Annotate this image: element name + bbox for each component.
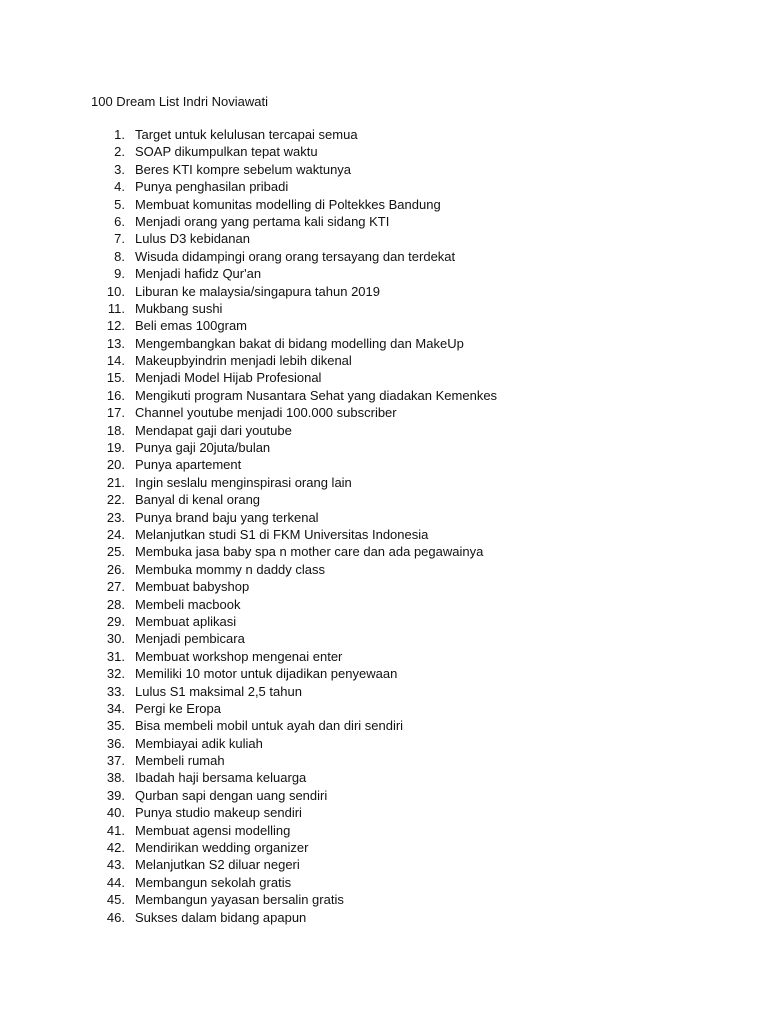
list-item-text: Memiliki 10 motor untuk dijadikan penyewaan <box>135 666 398 682</box>
list-item-text: Menjadi pembicara <box>135 631 245 647</box>
list-item-text: Ibadah haji bersama keluarga <box>135 770 307 786</box>
list-item-number: 15. <box>106 370 125 386</box>
list-item-text: Punya gaji 20juta/bulan <box>135 440 271 456</box>
list-item-text: Wisuda didampingi orang orang tersayang dan terdekat <box>135 248 456 264</box>
list-item-text: Membuat workshop mengenai enter <box>135 648 343 664</box>
list-item-text: SOAP dikumpulkan tepat waktu <box>135 144 318 160</box>
list-item-text: Punya penghasilan pribadi <box>135 179 289 195</box>
list-item-number: 41. <box>106 822 125 838</box>
list-item-number: 38. <box>106 770 125 786</box>
list-item-text: Mengembangkan bakat di bidang modelling dan MakeUp <box>135 335 464 351</box>
list-item-text: Ingin seslalu menginspirasi orang lain <box>135 474 352 490</box>
list-item-number: 30. <box>106 631 125 647</box>
list-item-number: 37. <box>106 753 125 769</box>
list-item-text: Target untuk kelulusan tercapai semua <box>135 127 358 142</box>
list-item-number: 29. <box>106 613 125 629</box>
list-item-number: 11. <box>107 300 125 316</box>
list-item-text: Punya studio makeup sendiri <box>135 805 302 821</box>
list-item-text: Membeli rumah <box>135 753 225 769</box>
list-item-number: 33. <box>106 683 125 699</box>
list-item-text: Membuka mommy n daddy class <box>135 561 326 577</box>
list-item-number: 32. <box>106 666 125 682</box>
list-item-text: Qurban sapi dengan uang sendiri <box>135 787 328 803</box>
list-item-text: Membangun sekolah gratis <box>135 874 292 890</box>
list-item-number: 22. <box>106 492 125 508</box>
list-item-text: Mengikuti program Nusantara Sehat yang diadakan Kemenkes <box>135 387 498 403</box>
list-item-number: 2. <box>114 144 125 160</box>
list-item-number: 4. <box>114 179 125 195</box>
list-item-text: Punya brand baju yang terkenal <box>135 509 319 525</box>
list-item-number: 16. <box>106 387 125 403</box>
list-item-number: 7. <box>114 231 125 247</box>
list-item-text: Membuat babyshop <box>135 579 250 595</box>
list-item-text: Membeli macbook <box>135 596 241 612</box>
list-item-text: Sukses dalam bidang apapun <box>135 909 307 925</box>
list-item-number: 9. <box>114 266 125 282</box>
list-item-text: Membuka jasa baby spa n mother care dan ada pegawainya <box>135 544 484 560</box>
list-item-number: 19. <box>106 440 125 456</box>
list-item-text: Melanjutkan studi S1 di FKM Universitas Indonesia <box>135 526 429 542</box>
list-item-number: 17. <box>106 405 125 421</box>
list-item-number: 45. <box>106 892 125 908</box>
list-item-number: 42. <box>106 840 125 856</box>
list-item-number: 6. <box>114 213 125 229</box>
list-item-text: Melanjutkan S2 diluar negeri <box>135 857 300 873</box>
list-item-number: 10. <box>106 283 125 299</box>
list-item-text: Mendirikan wedding organizer <box>135 840 309 856</box>
list-item-number: 14. <box>106 353 125 369</box>
list-item-number: 24. <box>106 526 125 542</box>
list-item-number: 35. <box>106 718 125 734</box>
list-item-number: 34. <box>106 700 125 716</box>
list-item-text: Membuat aplikasi <box>135 613 237 629</box>
list-item-text: Makeupbyindrin menjadi lebih dikenal <box>135 353 352 369</box>
list-item-number: 23. <box>106 509 125 525</box>
list-item-number: 3. <box>114 161 125 177</box>
list-item-number: 27. <box>106 579 125 595</box>
list-item-number: 26. <box>106 561 125 577</box>
document-title: 100 Dream List Indri Noviawati <box>91 94 269 109</box>
list-item-number: 28. <box>106 596 125 612</box>
list-item-text: Membiayai adik kuliah <box>135 735 263 751</box>
list-item-text: Membuat agensi modelling <box>135 822 291 838</box>
list-item-number: 36. <box>106 735 125 751</box>
list-item-text: Liburan ke malaysia/singapura tahun 2019 <box>135 283 381 299</box>
list-item-number: 13. <box>106 335 125 351</box>
list-item-number: 43. <box>106 857 125 873</box>
list-item-number: 25. <box>106 544 125 560</box>
list-item-number: 5. <box>114 196 125 212</box>
list-item-text: Beres KTI kompre sebelum waktunya <box>135 161 352 177</box>
list-item-text: Membuat komunitas modelling di Poltekkes Bandung <box>135 196 441 212</box>
list-item-number: 39. <box>106 787 125 803</box>
list-item-text: Channel youtube menjadi 100.000 subscriber <box>135 405 397 421</box>
list-item-text: Menjadi orang yang pertama kali sidang KTI <box>135 213 390 229</box>
list-item-number: 40. <box>106 805 125 821</box>
list-item-number: 12. <box>106 318 125 334</box>
list-item-number: 1. <box>114 127 125 142</box>
list-item-text: Pergi ke Eropa <box>135 700 221 716</box>
list-item-number: 31. <box>106 648 125 664</box>
list-item-text: Menjadi hafidz Qur'an <box>135 266 262 282</box>
list-item-text: Lulus S1 maksimal 2,5 tahun <box>135 683 302 699</box>
list-item-number: 18. <box>106 422 125 438</box>
list-item-number: 46. <box>106 909 125 925</box>
list-item-text: Menjadi Model Hijab Profesional <box>135 370 322 386</box>
list-item-text: Membangun yayasan bersalin gratis <box>135 892 344 908</box>
list-item-number: 44. <box>106 874 125 890</box>
list-item-text: Beli emas 100gram <box>135 318 247 334</box>
list-item-text: Bisa membeli mobil untuk ayah dan diri sendiri <box>135 718 404 734</box>
list-item-text: Banyal di kenal orang <box>135 492 261 508</box>
list-item-number: 21. <box>106 474 125 490</box>
list-item-text: Mukbang sushi <box>135 300 223 316</box>
list-item-number: 8. <box>114 248 125 264</box>
list-item-text: Mendapat gaji dari youtube <box>135 422 292 438</box>
list-item-text: Punya apartement <box>135 457 242 473</box>
list-item-text: Lulus D3 kebidanan <box>135 231 250 247</box>
list-item-number: 20. <box>106 457 125 473</box>
